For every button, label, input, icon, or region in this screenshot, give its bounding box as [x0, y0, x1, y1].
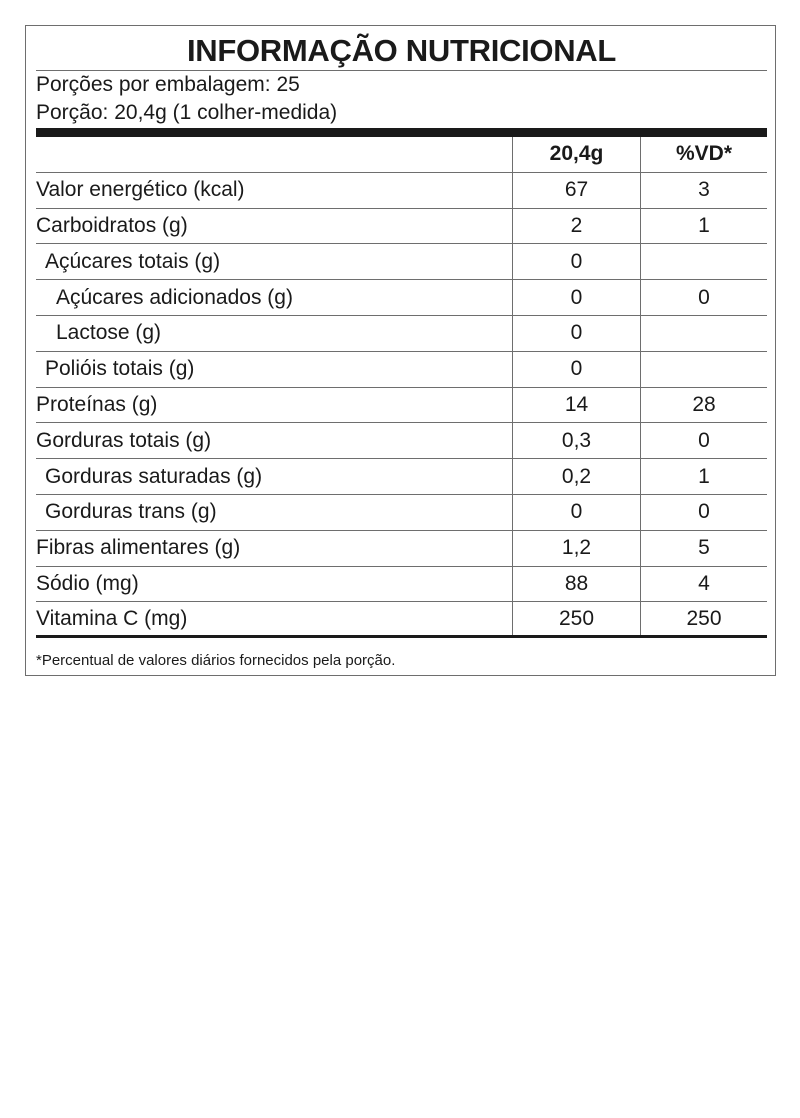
nutrient-quantity: 0,2 [512, 459, 640, 494]
header-nutrient-cell [36, 137, 512, 172]
nutrient-name: Lactose (g) [56, 321, 162, 345]
table-row [36, 209, 767, 245]
footnote: *Percentual de valores diários fornecidos pela porção. [36, 652, 396, 669]
nutrient-daily-value: 4 [640, 567, 767, 602]
nutrient-quantity: 250 [512, 602, 640, 635]
table-row [36, 352, 767, 388]
table-row [36, 244, 767, 280]
nutrient-daily-value [640, 352, 767, 387]
table-row [36, 495, 767, 531]
table-row [36, 280, 767, 316]
nutrient-name: Açúcares totais (g) [45, 249, 221, 273]
label-title: INFORMAÇÃO NUTRICIONAL [186, 33, 617, 68]
nutrient-name: Vitamina C (mg) [36, 606, 188, 630]
title-divider [36, 70, 767, 71]
table-row [36, 423, 767, 459]
header-daily-value: %VD* [640, 137, 767, 172]
nutrient-name: Açúcares adicionados (g) [56, 285, 293, 309]
nutrient-name: Gorduras totais (g) [36, 428, 212, 452]
nutrient-quantity: 1,2 [512, 531, 640, 566]
serving-size: Porção: 20,4g (1 colher-medida) [36, 101, 338, 124]
nutrient-quantity: 0 [512, 495, 640, 530]
nutrient-daily-value: 0 [640, 423, 767, 458]
nutrient-daily-value: 0 [640, 495, 767, 530]
nutrition-facts-label [25, 25, 776, 676]
nutrient-name: Fibras alimentares (g) [36, 536, 241, 560]
nutrient-daily-value: 28 [640, 388, 767, 423]
nutrient-daily-value [640, 244, 767, 279]
nutrient-quantity: 88 [512, 567, 640, 602]
nutrient-daily-value [640, 316, 767, 351]
servings-per-package: Porções por embalagem: 25 [36, 73, 300, 96]
nutrient-name: Gorduras trans (g) [45, 500, 217, 524]
nutrient-name: Carboidratos (g) [36, 213, 188, 237]
table-row [36, 316, 767, 352]
table-row [36, 602, 767, 638]
nutrient-quantity: 14 [512, 388, 640, 423]
nutrient-quantity: 2 [512, 209, 640, 244]
nutrient-daily-value: 3 [640, 173, 767, 208]
nutrient-quantity: 0,3 [512, 423, 640, 458]
nutrient-table [36, 137, 767, 638]
nutrient-name: Valor energético (kcal) [36, 178, 245, 202]
table-row [36, 173, 767, 209]
nutrient-daily-value: 1 [640, 459, 767, 494]
nutrient-quantity: 0 [512, 352, 640, 387]
nutrient-daily-value: 250 [640, 602, 767, 635]
nutrient-quantity: 0 [512, 244, 640, 279]
nutrient-quantity: 0 [512, 280, 640, 315]
table-row [36, 567, 767, 603]
nutrient-name: Gorduras saturadas (g) [45, 464, 263, 488]
nutrient-daily-value: 0 [640, 280, 767, 315]
table-header-row [36, 137, 767, 173]
nutrient-quantity: 0 [512, 316, 640, 351]
table-row [36, 459, 767, 495]
nutrient-name: Proteínas (g) [36, 392, 158, 416]
table-row [36, 388, 767, 424]
nutrient-daily-value: 1 [640, 209, 767, 244]
nutrient-quantity: 67 [512, 173, 640, 208]
table-row [36, 531, 767, 567]
nutrient-daily-value: 5 [640, 531, 767, 566]
thick-divider [36, 128, 767, 137]
nutrient-name: Polióis totais (g) [45, 357, 195, 381]
nutrient-name: Sódio (mg) [36, 571, 139, 595]
header-quantity: 20,4g [512, 137, 640, 172]
